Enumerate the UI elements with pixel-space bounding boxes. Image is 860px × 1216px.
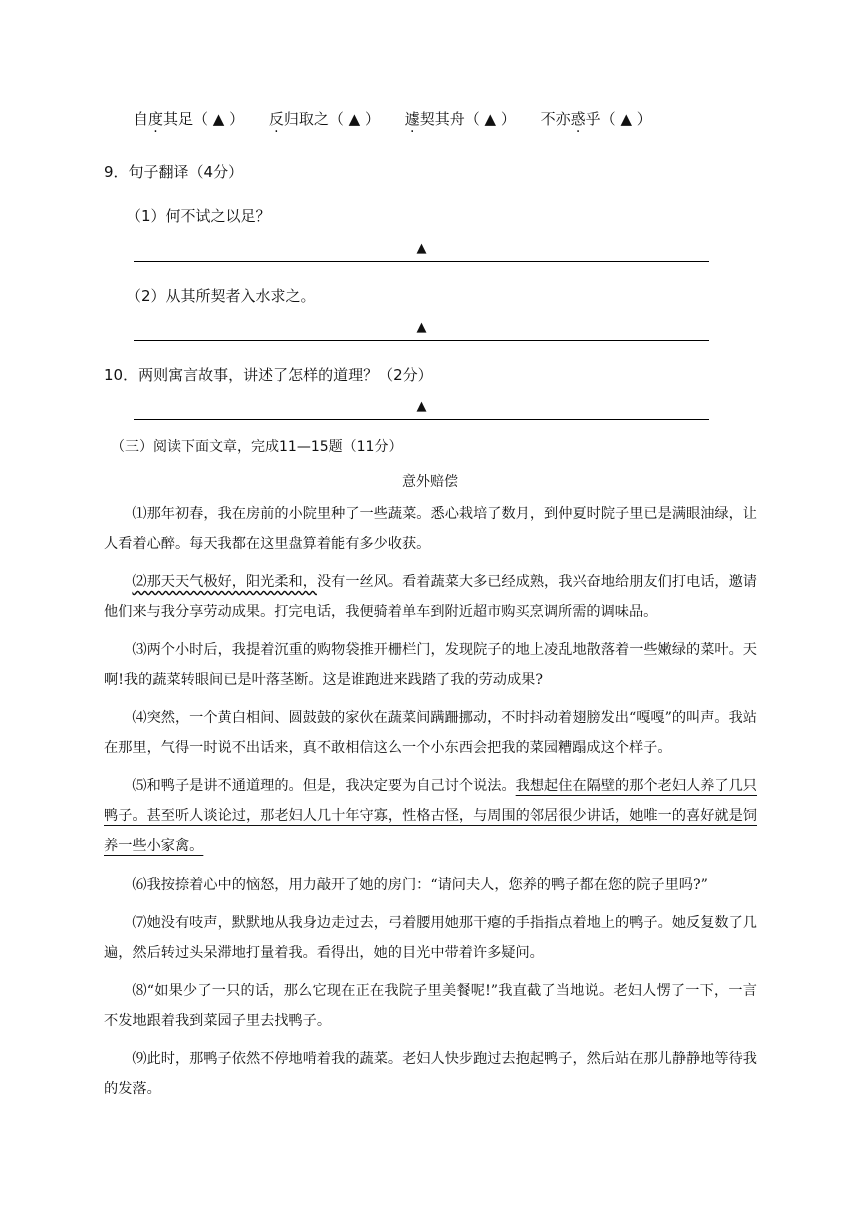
dotted-char: 反: [268, 110, 284, 128]
wavy-underlined-text: ⑵那天天气极好，阳光柔和，: [132, 574, 317, 590]
article-title: 意外赔偿: [402, 474, 458, 490]
vocab-item-1: 自度其足（ ▲ ）: [133, 110, 245, 128]
paragraph-7: ⑺她没有吱声，默默地从我身边走过去，弓着腰用她那干瘪的手指指点着地上的鸭子。她反复数了几遍，然后转过头呆滞地打量着我。看得出，她的目光中带着许多疑问。: [104, 915, 757, 961]
answer-mark: ▲: [416, 241, 427, 256]
vocab-line: [133, 108, 672, 129]
paragraph-3: ⑶两个小时后，我提着沉重的购物袋推开栅栏门，发现院子的地上凌乱地散落着一些嫩绿的菜叶。天啊!我的蔬菜转眼间已是叶落茎断。这是谁跑进来践踏了我的劳动成果?: [104, 642, 757, 688]
answer-line-1[interactable]: [134, 241, 709, 262]
vocab-item-4: 不亦惑乎（ ▲ ）: [540, 110, 652, 128]
section-heading: （三）阅读下面文章，完成11—15题（11分）: [111, 439, 403, 455]
paragraph-8: ⑻“如果少了一只的话，那么它现在正在我院子里美餐呢!”我直截了当地说。老妇人愣了一下，一言不发地跟着我到菜园子里去找鸭子。: [104, 983, 757, 1029]
paragraph-4: ⑷突然，一个黄白相间、圆鼓鼓的家伙在蔬菜间蹒跚挪动，不时抖动着翅膀发出“嘎嘎”的叫声。我站在那里，气得一时说不出话来，真不敢相信这么一个小东西会把我的菜园糟蹋成这个样子。: [104, 710, 757, 756]
dotted-char: 遽: [404, 110, 420, 128]
paragraph-9: ⑼此时，那鸭子依然不停地啃着我的蔬菜。老妇人快步跑过去抱起鸭子，然后站在那儿静静地等待我的发落。: [104, 1051, 757, 1097]
answer-mark: ▲: [416, 399, 427, 414]
vocab-item-2: 反归取之（ ▲ ）: [268, 110, 380, 128]
paragraph-6: ⑹我按捺着心中的恼怒，用力敲开了她的房门：“请问夫人，您养的鸭子都在您的院子里吗?”: [132, 877, 708, 893]
dotted-char: 惑: [570, 110, 586, 128]
answer-line-2[interactable]: [134, 320, 709, 341]
answer-line-3[interactable]: [134, 399, 709, 420]
paragraph-2: ⑵那天天气极好，阳光柔和，没有一丝风。看着蔬菜大多已经成熟，我兴奋地给朋友们打电话，邀请他们来与我分享劳动成果。打完电话，我便骑着单车到附近超市购买烹调所需的调味品。: [104, 574, 757, 620]
paragraph-5: ⑸和鸭子是讲不通道理的。但是，我决定要为自己讨个说法。我想起住在隔壁的那个老妇人养了几只鸭子。甚至听人谈论过，那老妇人几十年守寡，性格古怪，与周围的邻居很少讲话，她唯一的喜好就是饲养一些小家禽。: [104, 778, 757, 854]
answer-mark: ▲: [416, 320, 427, 335]
paragraph-1: ⑴那年初春，我在房前的小院里种了一些蔬菜。悉心栽培了数月，到仲夏时院子里已是满眼油绿，让人看着心醉。每天我都在这里盘算着能有多少收获。: [104, 506, 757, 552]
dotted-char: 度: [148, 110, 164, 128]
question-10-title: 10．两则寓言故事，讲述了怎样的道理？（2分）: [104, 366, 433, 384]
question-9-sub1: （1）何不试之以足？: [126, 207, 271, 225]
question-9-sub2: （2）从其所契者入水求之。: [126, 287, 316, 305]
underlined-text: 我想起住在隔壁的那个老妇人养了几只鸭子。甚至听人谈论过，那老妇人几十年守寡，性格古怪，与周围的邻居很少讲话，她唯一的喜好就是饲养一些小家禽。: [104, 778, 757, 854]
vocab-item-3: 遽契其舟（ ▲ ）: [404, 110, 516, 128]
question-9-title: 9．句子翻译（4分）: [104, 163, 244, 181]
